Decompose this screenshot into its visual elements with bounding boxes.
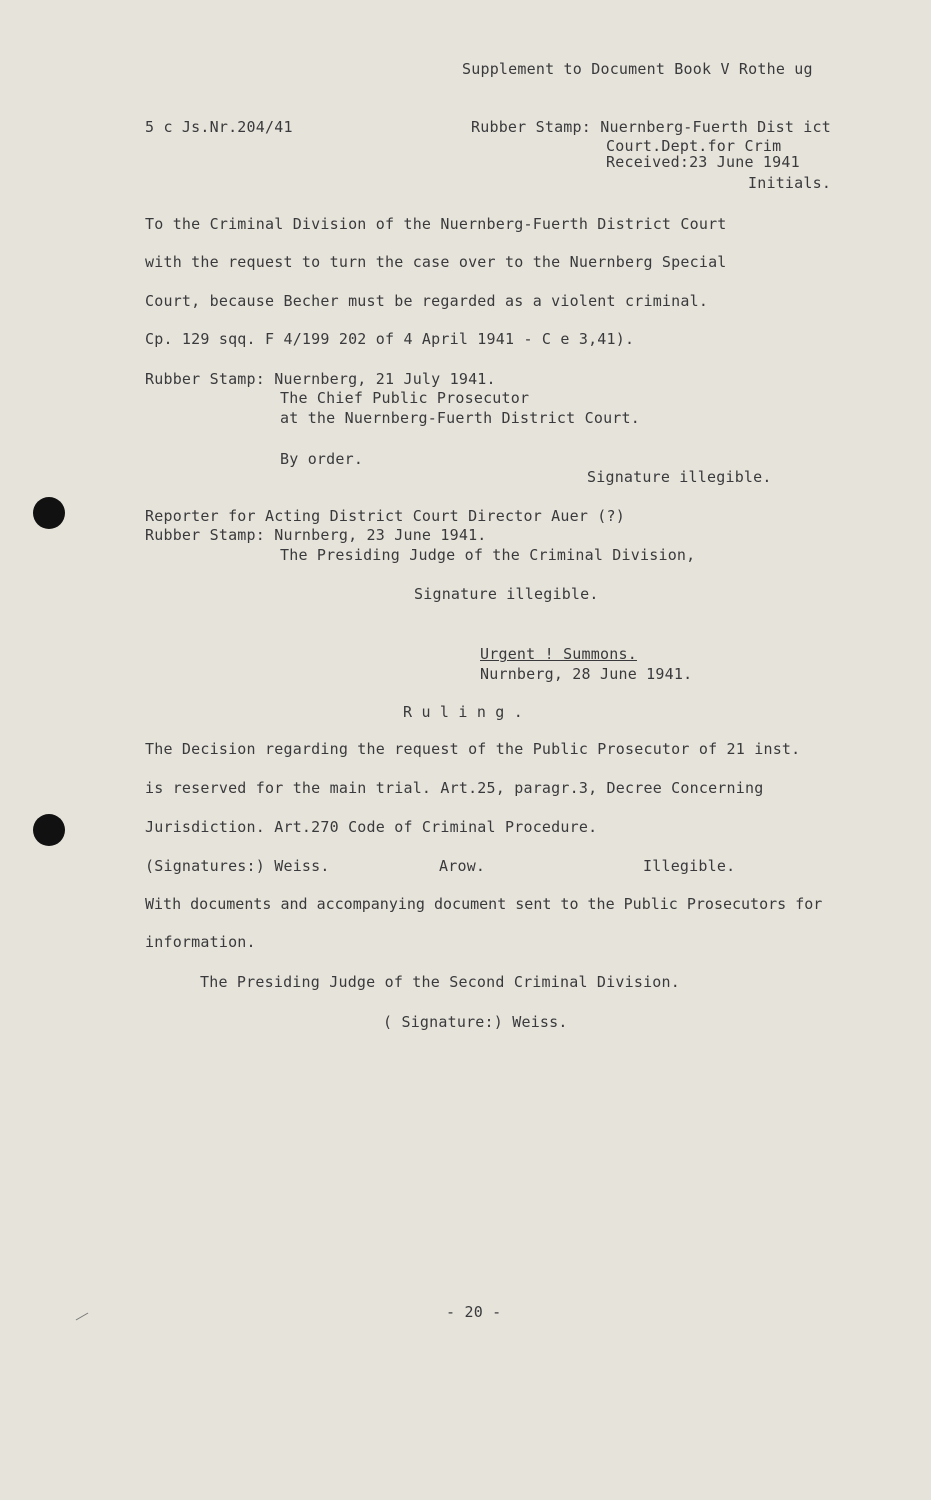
para1-line1: To the Criminal Division of the Nuernberg-Fuerth District Court	[145, 215, 727, 233]
urgent-summons: Urgent ! Summons.	[480, 645, 637, 663]
reporter-line3: The Presiding Judge of the Criminal Division,	[280, 546, 696, 564]
final-signature: ( Signature:) Weiss.	[383, 1013, 568, 1031]
presiding-second-division: The Presiding Judge of the Second Criminal Division.	[200, 973, 680, 991]
stamp1-line1: Rubber Stamp: Nuernberg, 21 July 1941.	[145, 370, 496, 388]
received-stamp-line1: Rubber Stamp: Nuernberg-Fuerth Dist ict	[471, 118, 831, 136]
document-header: Supplement to Document Book V Rothe ug	[462, 60, 813, 78]
received-stamp-line4: Initials.	[748, 174, 832, 192]
stamp1-line2: The Chief Public Prosecutor	[280, 389, 530, 407]
file-number: 5 c Js.Nr.204/41	[145, 118, 293, 136]
signature-illegible-3: Illegible.	[643, 857, 736, 875]
signature-illegible-1: Signature illegible.	[587, 468, 772, 486]
ruling-title: R u l i n g .	[403, 703, 523, 721]
ruling-line3: Jurisdiction. Art.270 Code of Criminal Procedure.	[145, 818, 598, 836]
sent-line1: With documents and accompanying document sent to the Public Prosecutors for	[145, 895, 823, 913]
stray-mark	[76, 1313, 89, 1321]
ruling-line2: is reserved for the main trial. Art.25, paragr.3, Decree Concerning	[145, 779, 764, 797]
sent-line2: information.	[145, 933, 256, 951]
signatures-label: (Signatures:) Weiss.	[145, 857, 330, 875]
signature-arow: Arow.	[439, 857, 486, 875]
stamp1-line3: at the Nuernberg-Fuerth District Court.	[280, 409, 640, 427]
punch-hole-top	[33, 497, 65, 529]
signature-illegible-2: Signature illegible.	[414, 585, 599, 603]
punch-hole-bottom	[33, 814, 65, 846]
para1-line2: with the request to turn the case over to the Nuernberg Special	[145, 253, 727, 271]
para1-line3: Court, because Becher must be regarded as a violent criminal.	[145, 292, 709, 310]
reporter-line1: Reporter for Acting District Court Director Auer (?)	[145, 507, 625, 525]
ruling-line1: The Decision regarding the request of the Public Prosecutor of 21 inst.	[145, 740, 801, 758]
urgent-date: Nurnberg, 28 June 1941.	[480, 665, 693, 683]
received-stamp-line3: Received:23 June 1941	[606, 153, 800, 171]
reporter-line2: Rubber Stamp: Nurnberg, 23 June 1941.	[145, 526, 487, 544]
para1-line4: Cp. 129 sqq. F 4/199 202 of 4 April 1941 - C e 3,41).	[145, 330, 635, 348]
page-number: - 20 -	[446, 1303, 502, 1321]
by-order: By order.	[280, 450, 364, 468]
received-stamp-line2: Court.Dept.for Crim	[606, 137, 782, 155]
